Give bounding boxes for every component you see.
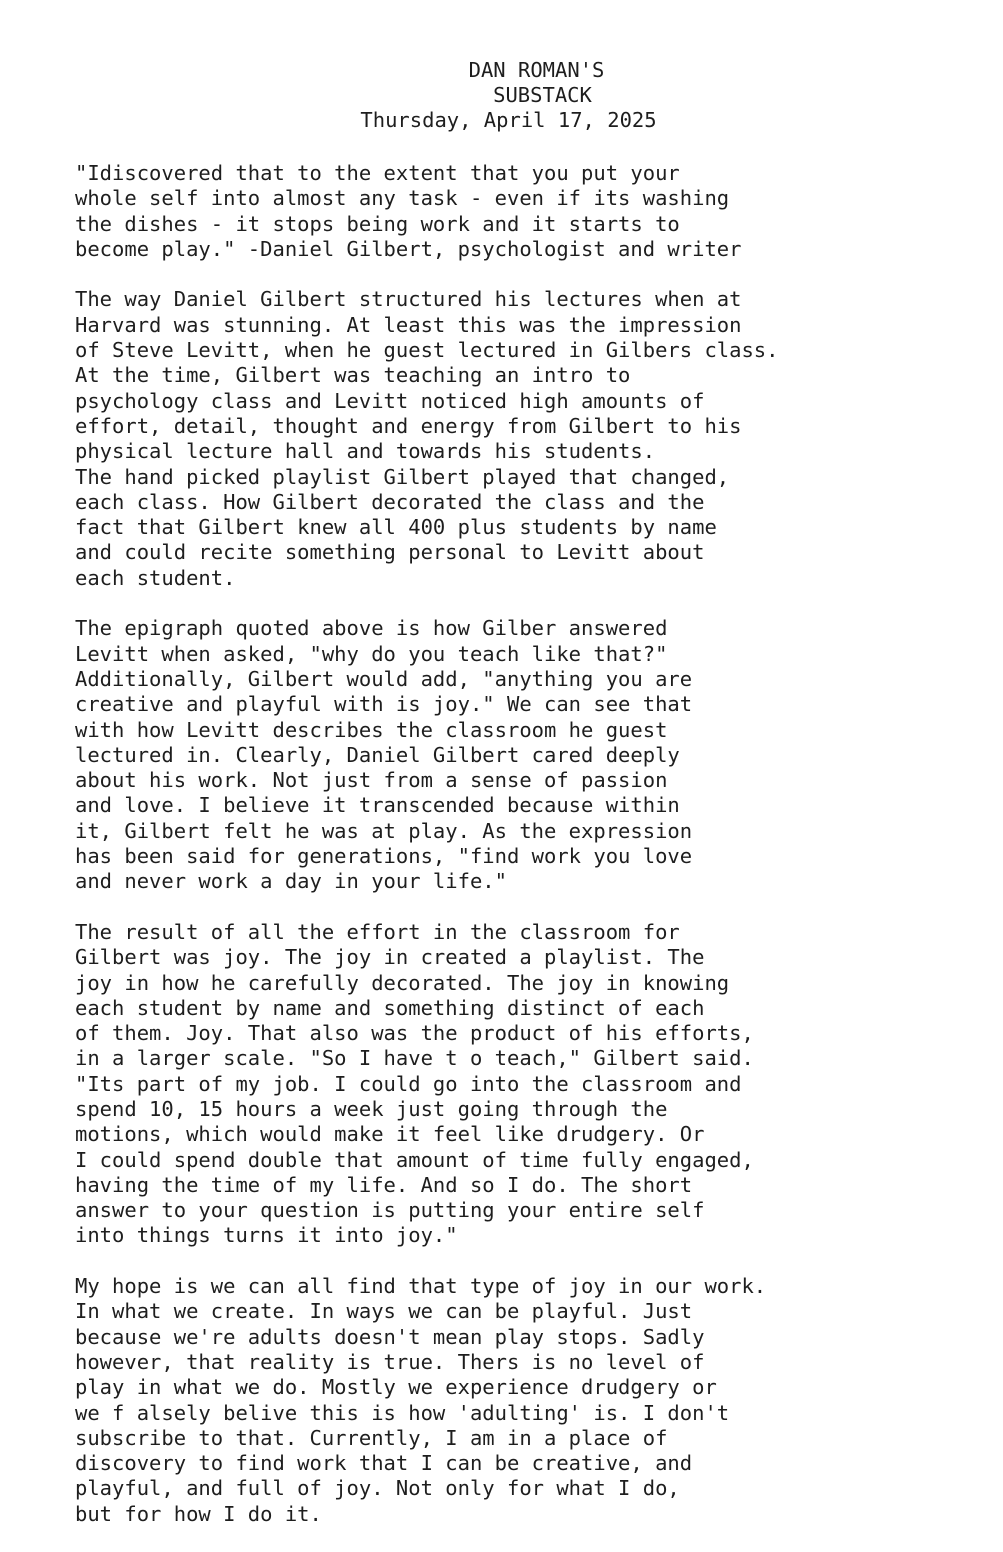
text-line: answer to your question is putting your entire self bbox=[75, 1198, 705, 1223]
text-line: and love. I believe it transcended because within bbox=[75, 793, 680, 818]
text-line: The way Daniel Gilbert structured his lectures when at bbox=[75, 287, 742, 312]
text-line: In what we create. In ways we can be playful. Just bbox=[75, 1299, 693, 1324]
publication-date: Thursday, April 17, 2025 bbox=[360, 108, 657, 132]
text-line: The epigraph quoted above is how Gilber answered bbox=[75, 616, 668, 641]
text-line: each class. How Gilbert decorated the class and the bbox=[75, 489, 705, 514]
paragraph-hope bbox=[75, 1274, 985, 1527]
text-line: joy in how he carefully decorated. The joy in knowing bbox=[75, 970, 730, 995]
text-line: My hope is we can all find that type of joy in our work. bbox=[75, 1274, 767, 1299]
text-line: Gilbert was joy. The joy in created a playlist. The bbox=[75, 945, 705, 970]
text-line: Harvard was stunning. At least this was the impression bbox=[75, 312, 742, 337]
text-line: it, Gilbert felt he was at play. As the expression bbox=[75, 818, 693, 843]
text-line: because we're adults doesn't mean play stops. Sadly bbox=[75, 1324, 705, 1349]
text-line: and never work a day in your life." bbox=[75, 869, 507, 894]
text-line: whole self into almost any task - even if its washing bbox=[75, 186, 730, 211]
text-line: each student by name and something distinct of each bbox=[75, 995, 705, 1020]
text-line: The hand picked playlist Gilbert played that changed, bbox=[75, 464, 730, 489]
page-header bbox=[0, 58, 1003, 133]
epigraph-quote bbox=[75, 161, 985, 262]
publication-type: SUBSTACK bbox=[493, 83, 592, 107]
text-line: Levitt when asked, "why do you teach like that?" bbox=[75, 641, 668, 666]
text-line: each student. bbox=[75, 565, 236, 590]
text-line: has been said for generations, "find work you love bbox=[75, 844, 693, 869]
text-line: we f alsely belive this is how 'adulting' is. I don't bbox=[75, 1400, 730, 1425]
article-body bbox=[75, 161, 985, 1552]
text-line: motions, which would make it feel like drudgery. Or bbox=[75, 1122, 705, 1147]
text-line: subscribe to that. Currently, I am in a place of bbox=[75, 1425, 668, 1450]
text-line: however, that reality is true. Thers is no level of bbox=[75, 1349, 705, 1374]
text-line: "Its part of my job. I could go into the classroom and bbox=[75, 1071, 742, 1096]
paragraph-lectures bbox=[75, 287, 985, 591]
text-line: spend 10, 15 hours a week just going through the bbox=[75, 1096, 668, 1121]
text-line: play in what we do. Mostly we experience drudgery or bbox=[75, 1375, 717, 1400]
text-line: discovery to find work that I can be creative, and bbox=[75, 1451, 693, 1476]
text-line: fact that Gilbert knew all 400 plus students by name bbox=[75, 515, 717, 540]
text-line: lectured in. Clearly, Daniel Gilbert cared deeply bbox=[75, 742, 680, 767]
text-line: into things turns it into joy." bbox=[75, 1223, 458, 1248]
text-line: playful, and full of joy. Not only for what I do, bbox=[75, 1476, 680, 1501]
text-line: "Idiscovered that to the extent that you put your bbox=[75, 161, 680, 185]
text-line: about his work. Not just from a sense of passion bbox=[75, 768, 668, 793]
text-line: psychology class and Levitt noticed high amounts of bbox=[75, 388, 705, 413]
text-line: the dishes - it stops being work and it starts to bbox=[75, 211, 680, 236]
text-line: I could spend double that amount of time fully engaged, bbox=[75, 1147, 754, 1172]
text-line: of them. Joy. That also was the product of his efforts, bbox=[75, 1021, 754, 1046]
text-line: with how Levitt describes the classroom he guest bbox=[75, 717, 668, 742]
text-line: but for how I do it. bbox=[75, 1501, 322, 1526]
paragraph-result-joy bbox=[75, 920, 985, 1249]
text-line: and could recite something personal to Levitt about bbox=[75, 540, 705, 565]
paragraph-epigraph-explained bbox=[75, 616, 985, 894]
text-line: At the time, Gilbert was teaching an intro to bbox=[75, 363, 631, 388]
text-line: effort, detail, thought and energy from Gilbert to his bbox=[75, 413, 742, 438]
publication-name: DAN ROMAN'S bbox=[468, 58, 605, 82]
text-line: become play." -Daniel Gilbert, psychologist and writer bbox=[75, 236, 742, 261]
text-line: The result of all the effort in the classroom for bbox=[75, 919, 680, 944]
text-line: of Steve Levitt, when he guest lectured in Gilbers class. bbox=[75, 338, 779, 363]
text-line: having the time of my life. And so I do. The short bbox=[75, 1172, 693, 1197]
text-line: Additionally, Gilbert would add, "anything you are bbox=[75, 666, 693, 691]
text-line: in a larger scale. "So I have t o teach," Gilbert said. bbox=[75, 1046, 754, 1071]
text-line: creative and playful with is joy." We can see that bbox=[75, 692, 693, 717]
text-line: physical lecture hall and towards his students. bbox=[75, 439, 656, 464]
